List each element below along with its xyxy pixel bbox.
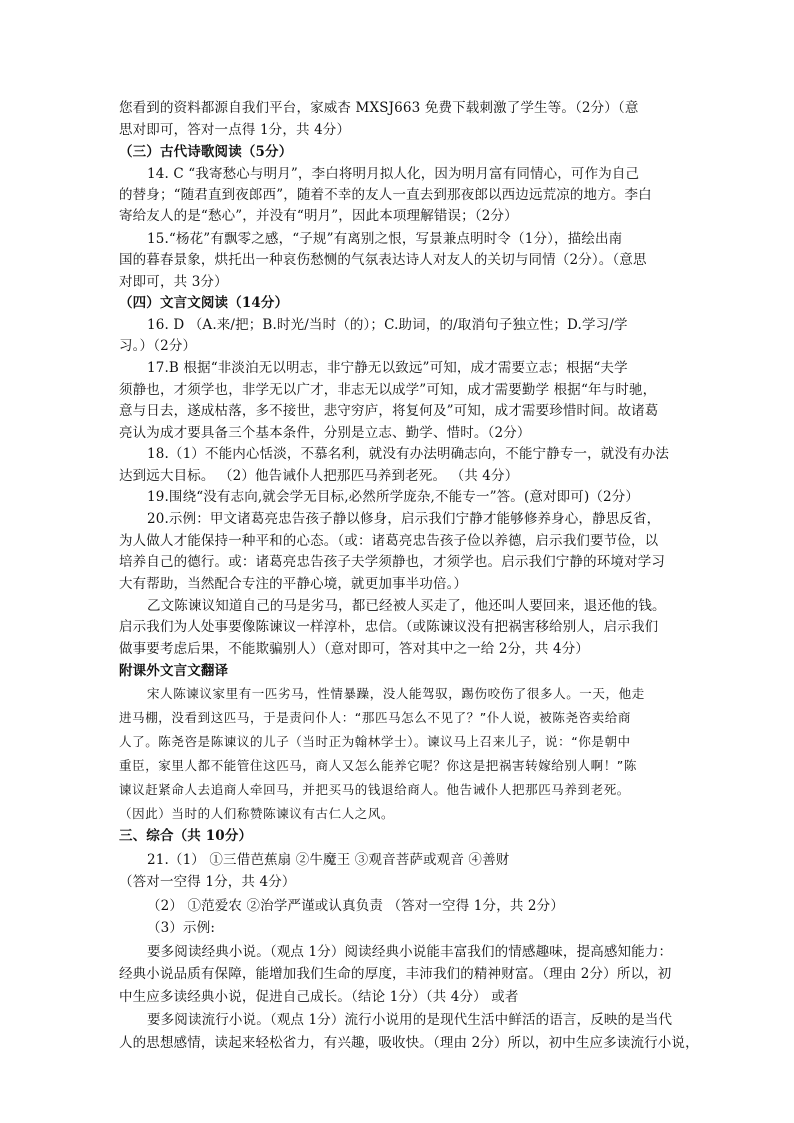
text-line: 国的暮春景象，烘托出一种哀伤愁恻的气氛表达诗人对友人的关切与同情（2分）。（意思	[119, 252, 647, 268]
text-line: 须静也，才须学也，非学无以广才，非志无以成学”可知，成才需要勤学 根据“年与时驰，	[119, 382, 657, 398]
section-heading: 附课外文言文翻译	[119, 663, 229, 679]
text-line: 中生应多读经典小说，促进自己成长。（结论 1分）（共 4分） 或者	[119, 989, 519, 1005]
text-line: 经典小说品质有保障，能增加我们生命的厚度，丰沛我们的精神财富。（理由 2分）所以，初	[119, 966, 672, 982]
text-line: 20.示例：甲文诸葛亮忠告孩子静以修身，启示我们宁静才能够修养身心，静思反省，	[147, 511, 661, 527]
text-line: 习。）（2分）	[119, 338, 197, 354]
text-line: 要多阅读经典小说。（观点 1分）阅读经典小说能丰富我们的情感趣味，提高感知能力：	[147, 944, 673, 960]
text-line: 17.B 根据“非淡泊无以明志，非宁静无以致远”可知，成才需要立志；根据“夫学	[147, 360, 628, 376]
translation-line: （因此）当时的人们称赞陈谏议有古仁人之风。	[119, 806, 395, 821]
text-line: 乙文陈谏议知道自己的马是劣马，都已经被人买走了，他还叫人要回来，退还他的钱。	[147, 598, 666, 614]
text-line: 您看到的资料都源自我们平台，家威杏 MXSJ663 免费下载刺激了学生等。（2分）（意	[119, 100, 639, 116]
text-line: 启示我们为人处事要像陈谏议一样淳朴，忠信。（或陈谏议没有把祸害移给别人，启示我们	[119, 619, 659, 635]
text-line: 15.“杨花”有飘零之感，“子规”有离别之恨，写景兼点明时令（1分），描绘出南	[147, 231, 623, 247]
section-heading: （四）文言文阅读（14分）	[119, 295, 289, 311]
text-line: 16. D （A.来/把；B.时光/当时（的）；C.助词，的/取消句子独立性；D.学习/学	[147, 317, 628, 333]
text-line: 思对即可，答对一点得 1分，共 4分）	[119, 122, 351, 138]
translation-line: 谏议赶紧命人去追商人牵回马，并把买马的钱退给商人。他告诫仆人把那匹马养到老死。	[119, 782, 630, 797]
text-line: 做事要考虑后果，不能欺骗别人）（意对即可，答对其中之一给 2分，共 4分）	[119, 641, 590, 657]
text-line: 19.围绕“没有志向,就会学无目标,必然所学庞杂,不能专一”答。(意对即可)（2分）	[147, 489, 640, 505]
section-heading: （三）古代诗歌阅读（5分）	[119, 144, 293, 160]
text-line: 21.（1） ①三借芭蕉扇 ②牛魔王 ③观音菩萨或观音 ④善财	[147, 852, 510, 868]
text-line: 人的思想感情，读起来轻松省力，有兴趣，吸收快。（理由 2分）所以，初中生应多读流行小说，	[119, 1035, 699, 1051]
translation-line: 宋人陈谏议家里有一匹劣马，性情暴躁，没人能驾驭，踢伤咬伤了很多人。一天，他走	[147, 686, 645, 701]
text-line: 大有帮助，当然配合专注的平静心境，就更加事半功倍。）	[119, 576, 468, 592]
text-line: （3）示例:	[147, 920, 216, 936]
text-line: （2） ①范爱农 ②治学严谨或认真负责 （答对一空得 1分，共 2分）	[147, 898, 564, 914]
text-line: 寄给友人的是“愁心”，并没有“明月”，因此本项理解错误；（2分）	[119, 208, 518, 224]
text-line: 达到远大目标。 （2）他告诫仆人把那匹马养到老死。 （共 4分）	[119, 468, 519, 484]
text-line: （答对一空得 1分，共 4分）	[119, 874, 296, 890]
text-line: 的替身；“随君直到夜郎西”，随着不幸的友人一直去到那夜郎以西边远荒凉的地方。李白	[119, 187, 652, 203]
text-line: 培养自己的德行。或：诸葛亮忠告孩子夫学须静也，才须学也。启示我们宁静的环境对学习	[119, 554, 665, 570]
translation-line: 人了。陈尧咨是陈谏议的儿子（当时正为翰林学士）。谏议马上召来儿子，说：“你是朝中	[119, 734, 631, 749]
text-line: 14. C “我寄愁心与明月”，李白将明月拟人化，因为明月富有同情心，可作为自己	[147, 166, 640, 182]
text-line: 亮认为成才要具备三个基本条件，分别是立志、勤学、惜时。（2分）	[119, 425, 531, 441]
text-line: 意与日去，遂成枯落，多不接世，悲守穷庐，将复何及”可知，成才需要珍惜时间。故诸葛	[119, 403, 659, 419]
text-line: 为人做人才能保持一种平和的心态。（或：诸葛亮忠告孩子俭以养德，启示我们要节俭，以	[119, 533, 659, 549]
translation-line: 进马棚，没看到这匹马，于是责问仆人：“那匹马怎么不见了？”仆人说，被陈尧咨卖给商	[119, 710, 631, 725]
text-line: 18.（1）不能内心恬淡，不慕名利，就没有办法明确志向，不能宁静专一，就没有办法	[147, 446, 670, 462]
section-heading: 三、综合（共 10分）	[119, 828, 253, 844]
text-line: 要多阅读流行小说。（观点 1分）流行小说用的是现代生活中鲜活的语言，反映的是当代	[147, 1012, 673, 1028]
translation-line: 重臣，家里人都不能管住这匹马，商人又怎么能养它呢？你这是把祸害转嫁给别人啊！”陈	[119, 758, 637, 773]
text-line: 对即可，共 3分）	[119, 274, 228, 290]
